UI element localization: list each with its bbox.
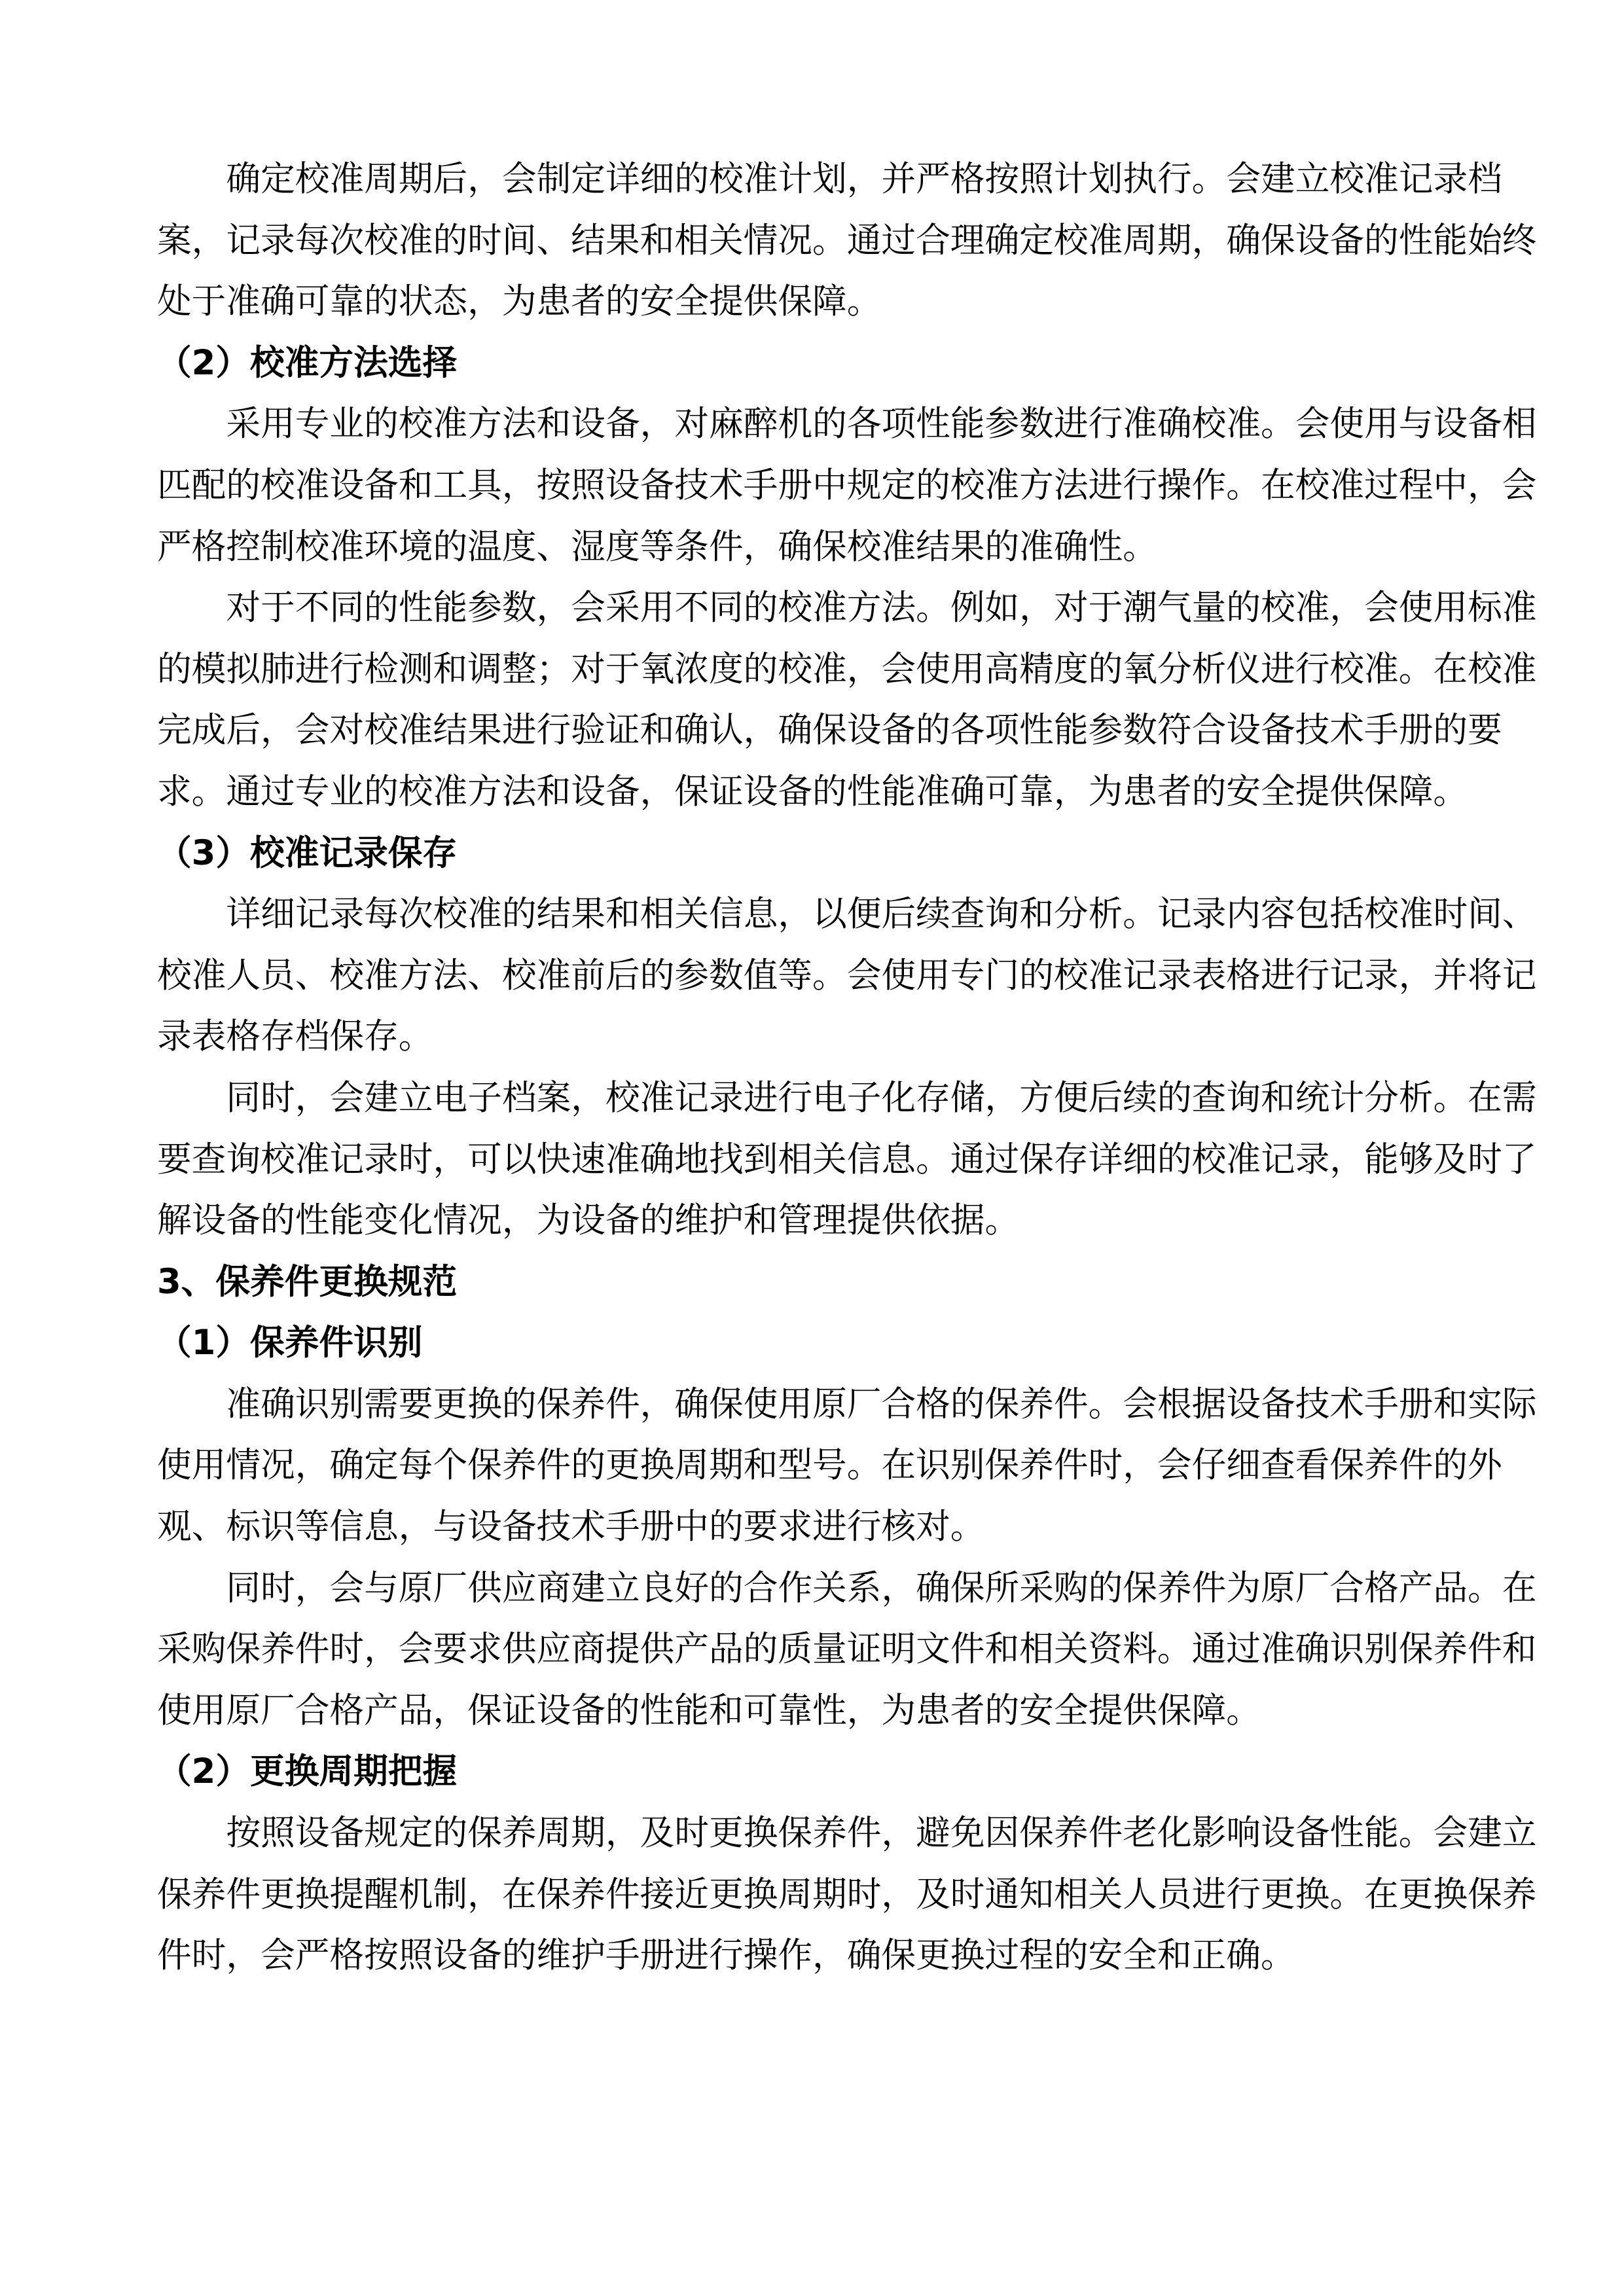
paragraph-line: 件时，会严格按照设备的维护手册进行操作，确保更换过程的安全和正确。 [157,1935,1295,1976]
paragraph-line: 严格控制校准环境的温度、湿度等条件，确保校准结果的准确性。 [157,526,1157,567]
paragraph [157,1374,1537,1558]
section-heading: （1）保养件识别 [157,1323,423,1363]
paragraph-line: 对于不同的性能参数，会采用不同的校准方法。例如，对于潮气量的校准，会使用标准 [226,588,1537,628]
paragraph-line: 观、标识等信息，与设备技术手册中的要求进行核对。 [157,1507,985,1547]
paragraph-line: 完成后，会对校准结果进行验证和确认，确保设备的各项性能参数符合设备技术手册的要 [157,710,1502,751]
section-heading: （2）校准方法选择 [157,342,458,383]
paragraph [157,1067,1537,1251]
paragraph-line: 采用专业的校准方法和设备，对麻醉机的各项性能参数进行准确校准。会使用与设备相 [226,404,1537,444]
paragraph-line: 保养件更换提醒机制，在保养件接近更换周期时，及时通知相关人员进行更换。在更换保养 [157,1874,1537,1914]
paragraph-line: 要查询校准记录时，可以快速准确地找到相关信息。通过保存详细的校准记录，能够及时了 [157,1139,1537,1179]
section-heading: （3）校准记录保存 [157,833,458,873]
section-heading: （2）更换周期把握 [157,1751,458,1792]
paragraph-line: 按照设备规定的保养周期，及时更换保养件，避免因保养件老化影响设备性能。会建立 [226,1813,1537,1854]
paragraph-line: 解设备的性能变化情况，为设备的维护和管理提供依据。 [157,1200,1020,1241]
paragraph-line: 录表格存档保存。 [157,1016,433,1057]
paragraph-line: 采购保养件时，会要求供应商提供产品的质量证明文件和相关资料。通过准确识别保养件和 [157,1629,1537,1670]
paragraph [157,884,1537,1067]
paragraph-line: 的模拟肺进行检测和调整；对于氧浓度的校准，会使用高精度的氧分析仪进行校准。在校准 [157,649,1537,689]
paragraph-line: 确定校准周期后，会制定详细的校准计划，并严格按照计划执行。会建立校准记录档 [226,159,1502,199]
paragraph-line: 案，记录每次校准的时间、结果和相关情况。通过合理确定校准周期，确保设备的性能始终 [157,220,1537,260]
paragraph [157,577,1537,822]
paragraph [157,1558,1537,1742]
paragraph-line: 匹配的校准设备和工具，按照设备技术手册中规定的校准方法进行操作。在校准过程中，会 [157,465,1537,505]
paragraph-line: 同时，会建立电子档案，校准记录进行电子化存储，方便后续的查询和统计分析。在需 [226,1077,1537,1118]
paragraph-line: 校准人员、校准方法、校准前后的参数值等。会使用专门的校准记录表格进行记录，并将记 [157,955,1537,996]
paragraph [157,393,1537,577]
paragraph-line: 使用原厂合格产品，保证设备的性能和可靠性，为患者的安全提供保障。 [157,1690,1261,1731]
paragraph-line: 准确识别需要更换的保养件，确保使用原厂合格的保养件。会根据设备技术手册和实际 [226,1384,1537,1424]
paragraph-line: 同时，会与原厂供应商建立良好的合作关系，确保所采购的保养件为原厂合格产品。在 [226,1568,1537,1608]
paragraph-line: 求。通过专业的校准方法和设备，保证设备的性能准确可靠，为患者的安全提供保障。 [157,771,1468,812]
paragraph-line: 详细记录每次校准的结果和相关信息，以便后续查询和分析。记录内容包括校准时间、 [226,894,1537,935]
paragraph [157,1803,1537,1986]
paragraph [157,149,1537,332]
section-heading: 3、保养件更换规范 [157,1261,458,1302]
document-body [157,149,1537,1986]
paragraph-line: 使用情况，确定每个保养件的更换周期和型号。在识别保养件时，会仔细查看保养件的外 [157,1445,1502,1486]
paragraph-line: 处于准确可靠的状态，为患者的安全提供保障。 [157,281,882,322]
